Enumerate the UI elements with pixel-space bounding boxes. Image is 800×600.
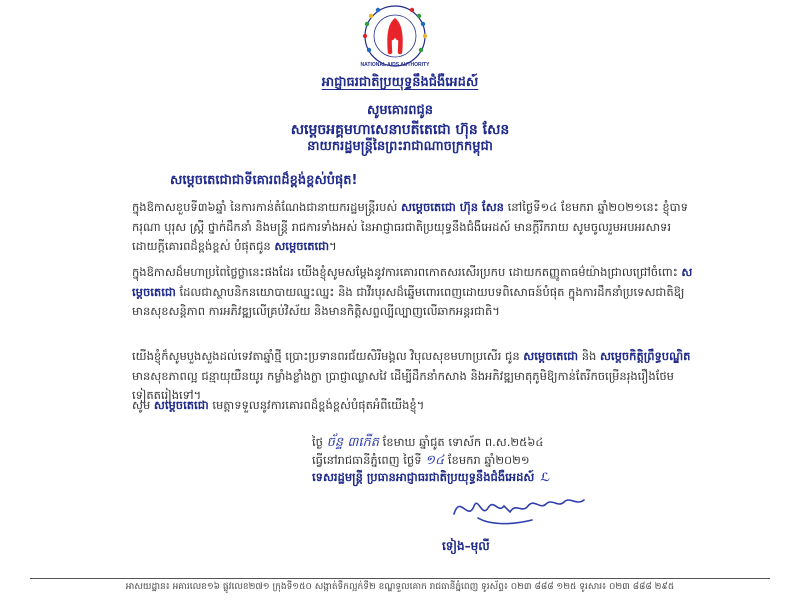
paragraph-2: ក្នុងឱកាសដ៏មហាប្រពៃថ្លៃថ្លានេះផងដែរ យើងខ្ញុំសូមសម្តែងនូវការគោរពកោតសរសើរប្រកប ដោយកតញ្ញូតាធម៌យ៉ាងជ្រាលជ្រៅចំពោះ សម្តេចតេជោ ដែលជាស្ថាបនិកនយោបាយឈ្នះឈ្នះ និង ជាវីរបុរសដ៏ឆ្នើមពោរពេញដោយបទពិសោធន៍បំផុត ក្នុងការដឹកនាំប្រទេសជាតិឱ្យមានសុខសន្តិភាព ការអភិវឌ្ឍលើគ្រប់វិស័យ និងមានកិត្តិសព្ទល្បីល្បាញលើឆាកអន្តរជាតិ។: [132, 265, 693, 318]
organization-name: អាជ្ញាធរជាតិប្រយុទ្ធនឹងជំងឺអេដស៍: [321, 75, 479, 90]
handwritten-day-number: ១៤: [425, 453, 445, 468]
signer-name: ទៀង–មុលី: [442, 539, 490, 553]
signatory-title: ទេសរដ្ឋមន្ត្រី ប្រធានអាជ្ញាធរជាតិប្រយុទ្ធនឹងជំងឺអេដស៍ ℒ: [312, 470, 551, 484]
paragraph-3: យើងខ្ញុំក៏សូមបួងសួងដល់ទេវតាឆ្នាំថ្មី ប្រោះប្រទានពរជ័យសិរីមង្គល វិបុលសុខមហាប្រសើរ ជូន សម្តេចតេជោ និង សម្តេចកិត្តិព្រឹទ្ធបណ្ឌិត មានសុខភាពល្អ ជន្មាយុយឺនយូរ កម្លាំងខ្លាំងក្លា ប្រាជ្ញាឈ្លាសវៃ ដើម្បីដឹកនាំកសាង និងអភិវឌ្ឍមាតុភូមិឱ្យកាន់តែរីកចម្រើនរុងរឿងថែមទៀតតរៀងទៅ។: [132, 349, 691, 402]
footer-address: អាសយដ្ឋាន៖ អគារលេខ១៦ ផ្លូវលេខ២៧១ ក្រុងទី១៥០ សង្កាត់ទឹកល្អក់ទី២ ខណ្ឌទួលគោក រាជធានីភ្នំពេញ ទូរស័ព្ទ៖ ០២៣ ៨៨៨ ១២៥ ទូរសារ៖ ០២៣ ៨៨៨ ២៩៥: [125, 582, 675, 592]
address-line-3: នាយករដ្ឋមន្រ្តីនៃព្រះរាជាណាចក្រកម្ពុជា: [307, 139, 493, 154]
handwritten-lunar-day: ច័ន្ទ ៣កើត: [326, 435, 379, 450]
address-line-1: សូមគោរពជូន: [366, 103, 433, 118]
salutation: សម្តេចតេជោជាទីគោរពដ៏ខ្ពង់ខ្ពស់បំផុត!: [170, 173, 358, 188]
closing-line: សូម សម្តេចតេជោ មេត្តាទទួលនូវការគោរពដ៏ខ្ពង់ខ្ពស់បំផុតអំពីយើងខ្ញុំ។: [132, 398, 425, 412]
svg-text:NATIONAL AIDS AUTHORITY: NATIONAL AIDS AUTHORITY: [360, 62, 430, 68]
national-aids-authority-logo: [335, 2, 455, 70]
address-line-2: សម្តេចអគ្គមហាសេនាបតីតេជោ ហ៊ុន សែន: [290, 122, 510, 138]
lunar-date-line: ថ្ងៃ ច័ន្ទ ៣កើត ខែមាឃ ឆ្នាំជូត ទោស័ក ព.ស.២៥៦៤: [312, 435, 544, 450]
solar-date-line: ធ្វើនៅរាជធានីភ្នំពេញ ថ្ងៃទី ១៤ ខែមករា ឆ្នាំ២០២១: [312, 453, 530, 468]
handwritten-signature: [448, 484, 598, 532]
paragraph-1: ក្នុងឱកាសខួបទី៣៦ឆ្នាំ នៃការកាន់តំណែងជានាយករដ្ឋមន្រ្តីរបស់ សម្តេចតេជោ ហ៊ុន សែន នៅថ្ងៃទី១៤ ខែមករា ឆ្នាំ២០២១នេះ ខ្ញុំបាទ ករុណា បុរុស ស្ត្រី ថ្នាក់ដឹកនាំ និងមន្ត្រី រាជការទាំងអស់ នៃអាជ្ញាធរជាតិប្រយុទ្ធនឹងជំងឺអេដស៍ មានក្តីរីករាយ សូមចូលរួមអបអរសាទរ ដោយក្តីគោរពដ៏ខ្ពង់ខ្ពស់ បំផុតជូន សម្តេចតេជោ។: [132, 200, 688, 253]
footer-divider: [30, 578, 770, 579]
handwritten-mark: ℒ: [540, 470, 551, 484]
